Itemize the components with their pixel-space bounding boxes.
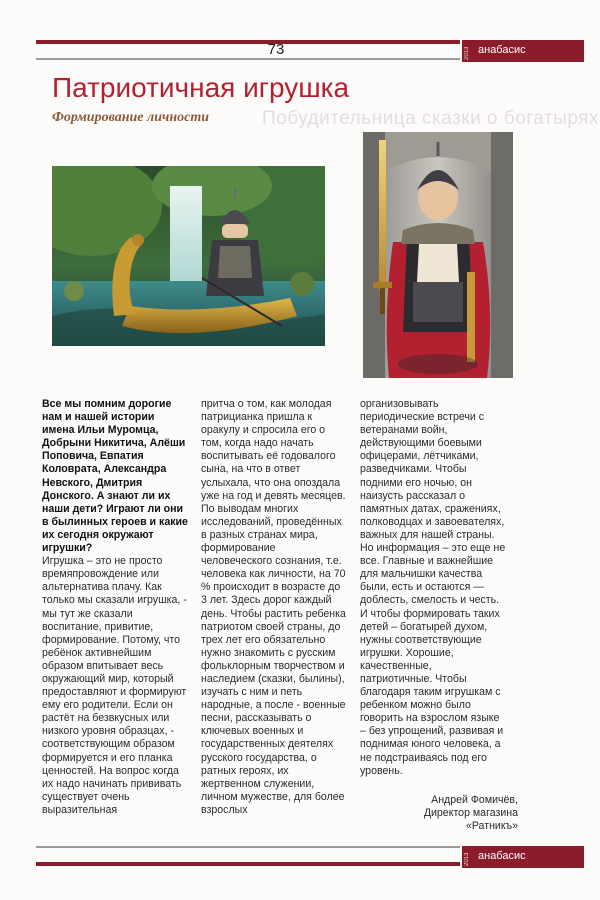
background-ghost-text: Побудительница сказки о богатырях [262,108,599,129]
text-column-1 [42,398,188,817]
author-name: Андрей Фомичёв, [431,794,518,806]
footer-grey-rule [36,846,460,848]
store-name: «Ратникъ» [465,820,518,832]
article-body-part-1: Игрушка – это не просто времяпровождение или альтернатива плачу. Как только мы сказали игрушка, - мы тут же сказали воспитание, привитие, формирование. Потому, что ребёнок активнейшим образом впитывает весь окружающий мир, который предоставляют и формируют ему его родители. Если он растёт на безвкусных или низкого уровня образцах, - соответствующим образом формируется и его планка ценностей. На вопрос когда их надо начинать прививать существует очень выразительная [42,555,187,816]
header-magazine-name: анабасис [478,44,526,56]
page-number: 73 [267,41,285,58]
article-subtitle: Формирование личности [52,110,209,125]
footer-year: 2013 [464,852,470,866]
text-column-3 [360,398,506,778]
header-year: 2013 [464,46,470,60]
article-body-part-3: организовывать периодические встречи с ветеранами войн, действующими боевыми офицерами, лётчиками, разведчиками. Чтобы подними его ночью, он наизусть рассказал о памятных датах, сражениях, полководцах и завоевателях, важных для нашей страны. Но информация – это еще не все. Главные и важнейшие для мальчишки качества были, есть и остаются — доблесть, смелость и честь. И чтобы формировать таких детей – богатырей духом, нужны соответствующие игрушки. Хорошие, качественные, патриотичные. Чтобы благодаря таким игрушкам с ребенком можно было говорить на взрослом языке – без упрощений, развивая и поднимая юного человека, а не подстраиваясь под его уровень. [360,398,506,777]
header-magazine-tab [462,40,584,62]
text-column-2 [201,398,347,817]
article-title: Патриотичная игрушка [52,72,350,103]
boy-in-armor-photo [363,132,513,378]
footer-magazine-name: анабасис [478,850,526,862]
footer-magazine-tab [462,846,584,868]
article-lead: Все мы помним дорогие нам и нашей истории имена Ильи Муромца, Добрыни Никитича, Алёши Поповича, Евпатия Коловрата, Александра Невского, Дмитрия Донского. А знают ли их наши дети? Играют ли они в былинных героев и какие их сегодня окружают игрушки? [42,398,188,555]
author-signature [360,794,518,833]
footer-red-rule [36,862,460,866]
knight-boy-boat-photo [52,166,325,346]
header-grey-rule [36,58,460,60]
article-body-part-2: притча о том, как молодая патрицианка пришла к оракулу и спросила его о том, когда надо начать воспитывать её годовалого сына, на что в ответ услыхала, что она опоздала уже на год и девять месяцев. По выводам многих исследований, проведённых в разных странах мира, формирование человеческого сознания, т.е. человека как личности, на 70 % происходит в возрасте до 3 лет. Здесь дорог каждый день. Чтобы растить ребенка патриотом своей страны, до трех лет его обязательно нужно знакомить с русским фольклорным творчеством и наследием (сказки, былины), изучать с ним и петь народные, а после - военные песни, рассказывать о ключевых военных и государственных деятелях русского государства, о ратных героях, их жертвенном служении, личном мужестве, для более взрослых [201,398,346,816]
author-position: Директор магазина [423,807,518,819]
